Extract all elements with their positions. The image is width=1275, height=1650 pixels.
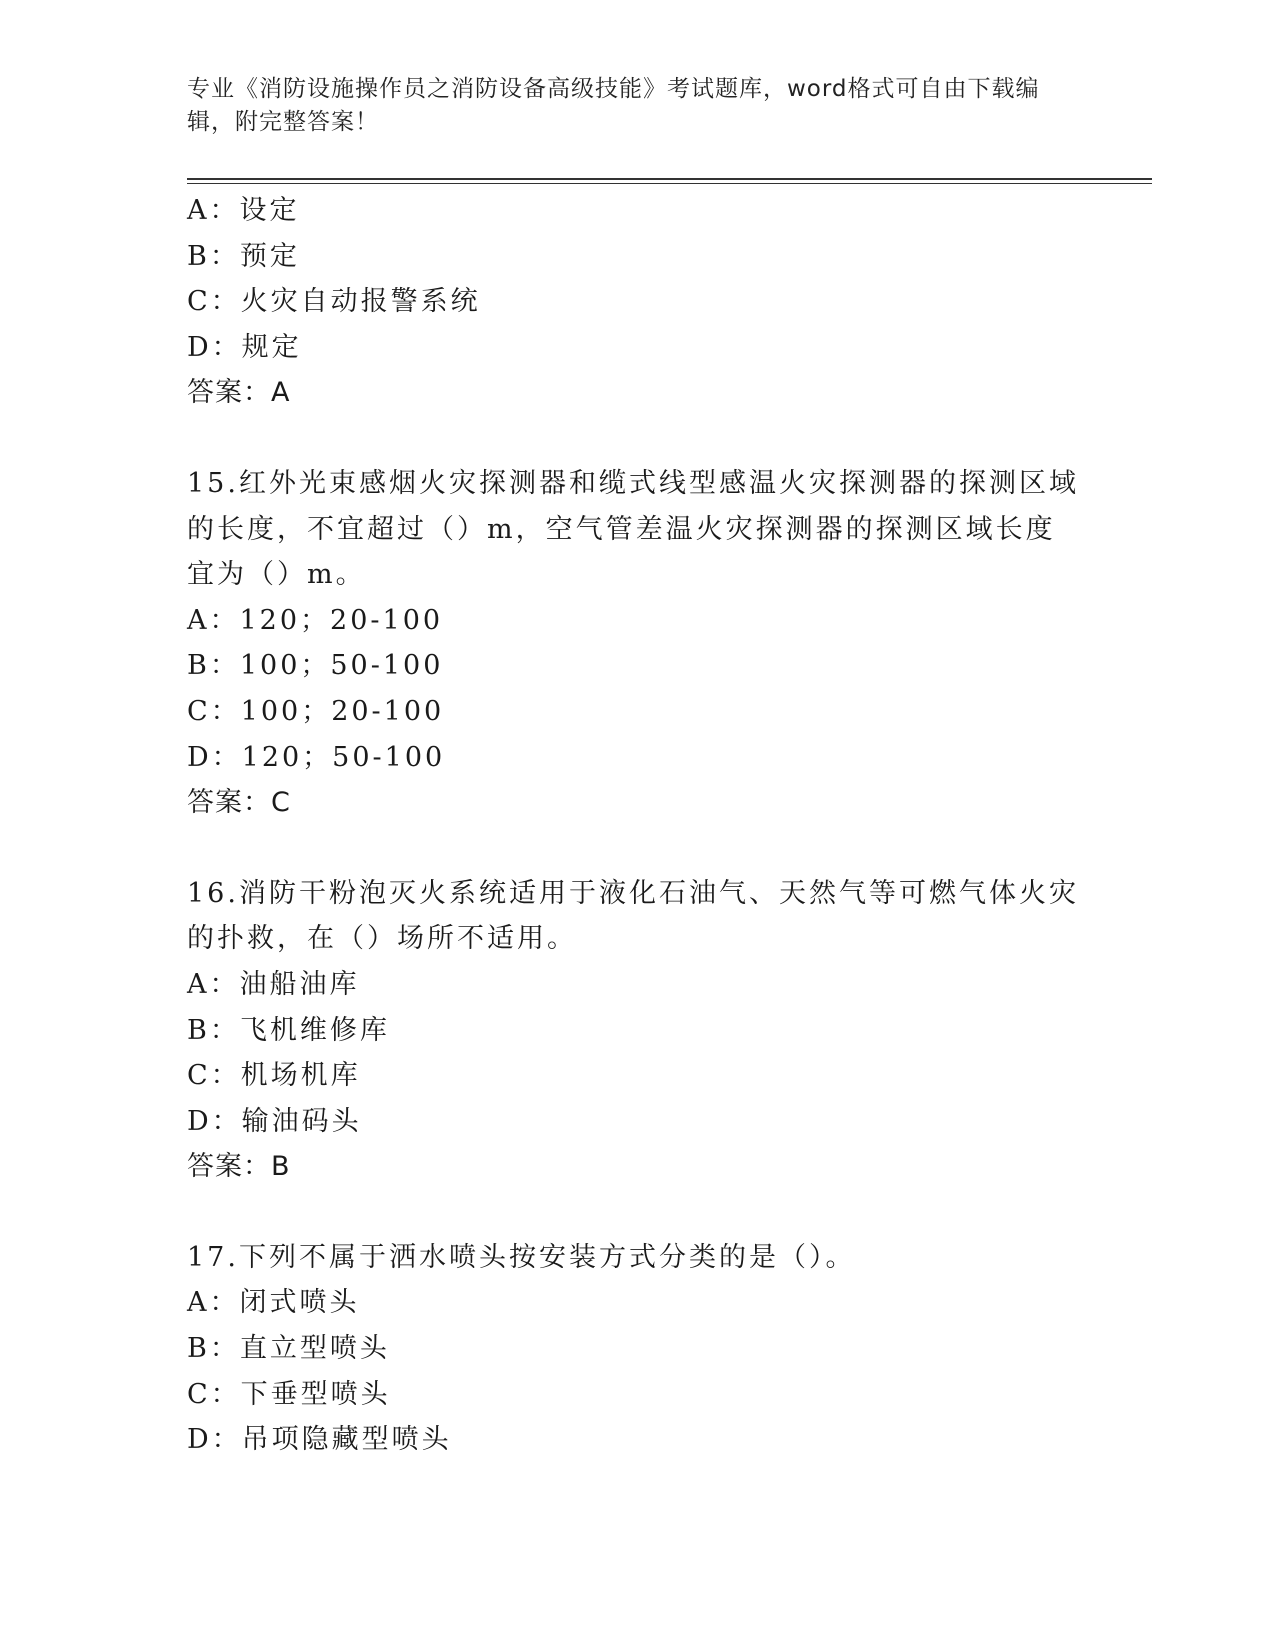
answer: 答案：B bbox=[187, 1151, 291, 1183]
spacer bbox=[187, 826, 1087, 871]
option-c: C：机场机库 bbox=[187, 1060, 361, 1092]
spacer bbox=[187, 1190, 1087, 1235]
header-divider-thin bbox=[187, 183, 1152, 184]
spacer bbox=[187, 416, 1087, 461]
question-stem: 16.消防干粉泡灭火系统适用于液化石油气、天然气等可燃气体火灾的扑救，在（）场所不适用。 bbox=[187, 877, 1079, 955]
question-15 bbox=[187, 461, 1087, 826]
option-b: B：直立型喷头 bbox=[187, 1333, 390, 1365]
option-d: D：吊项隐藏型喷头 bbox=[187, 1424, 452, 1456]
header-divider-thick bbox=[187, 178, 1152, 180]
option-d: D：规定 bbox=[187, 331, 302, 363]
option-a: A：设定 bbox=[187, 195, 300, 226]
option-a: A：120；20-100 bbox=[187, 604, 444, 636]
question-stem: 15.红外光束感烟火灾探测器和缆式线型感温火灾探测器的探测区域的长度，不宜超过（）m，空气管差温火灾探测器的探测区域长度宜为（）m。 bbox=[187, 467, 1079, 591]
option-b: B：预定 bbox=[187, 240, 300, 272]
option-b: B：飞机维修库 bbox=[187, 1014, 390, 1046]
option-c: C：火灾自动报警系统 bbox=[187, 286, 481, 318]
option-c: C：100；20-100 bbox=[187, 695, 445, 727]
option-d: D：120；50-100 bbox=[187, 741, 446, 773]
option-a: A：油船油库 bbox=[187, 968, 360, 1000]
option-d: D：输油码头 bbox=[187, 1105, 362, 1137]
header-text: 专业《消防设施操作员之消防设备高级技能》考试题库，word格式可自由下载编辑，附完整答案！ bbox=[187, 76, 1040, 135]
option-a: A：闭式喷头 bbox=[187, 1287, 360, 1319]
question-stem: 17.下列不属于洒水喷头按安装方式分类的是（）。 bbox=[187, 1241, 856, 1273]
question-14 bbox=[187, 188, 1087, 416]
option-c: C：下垂型喷头 bbox=[187, 1378, 391, 1410]
answer: 答案：A bbox=[187, 377, 291, 409]
question-16 bbox=[187, 871, 1087, 1190]
question-list bbox=[187, 188, 1087, 1463]
answer: 答案：C bbox=[187, 787, 291, 819]
option-b: B：100；50-100 bbox=[187, 650, 444, 682]
question-17 bbox=[187, 1235, 1087, 1463]
